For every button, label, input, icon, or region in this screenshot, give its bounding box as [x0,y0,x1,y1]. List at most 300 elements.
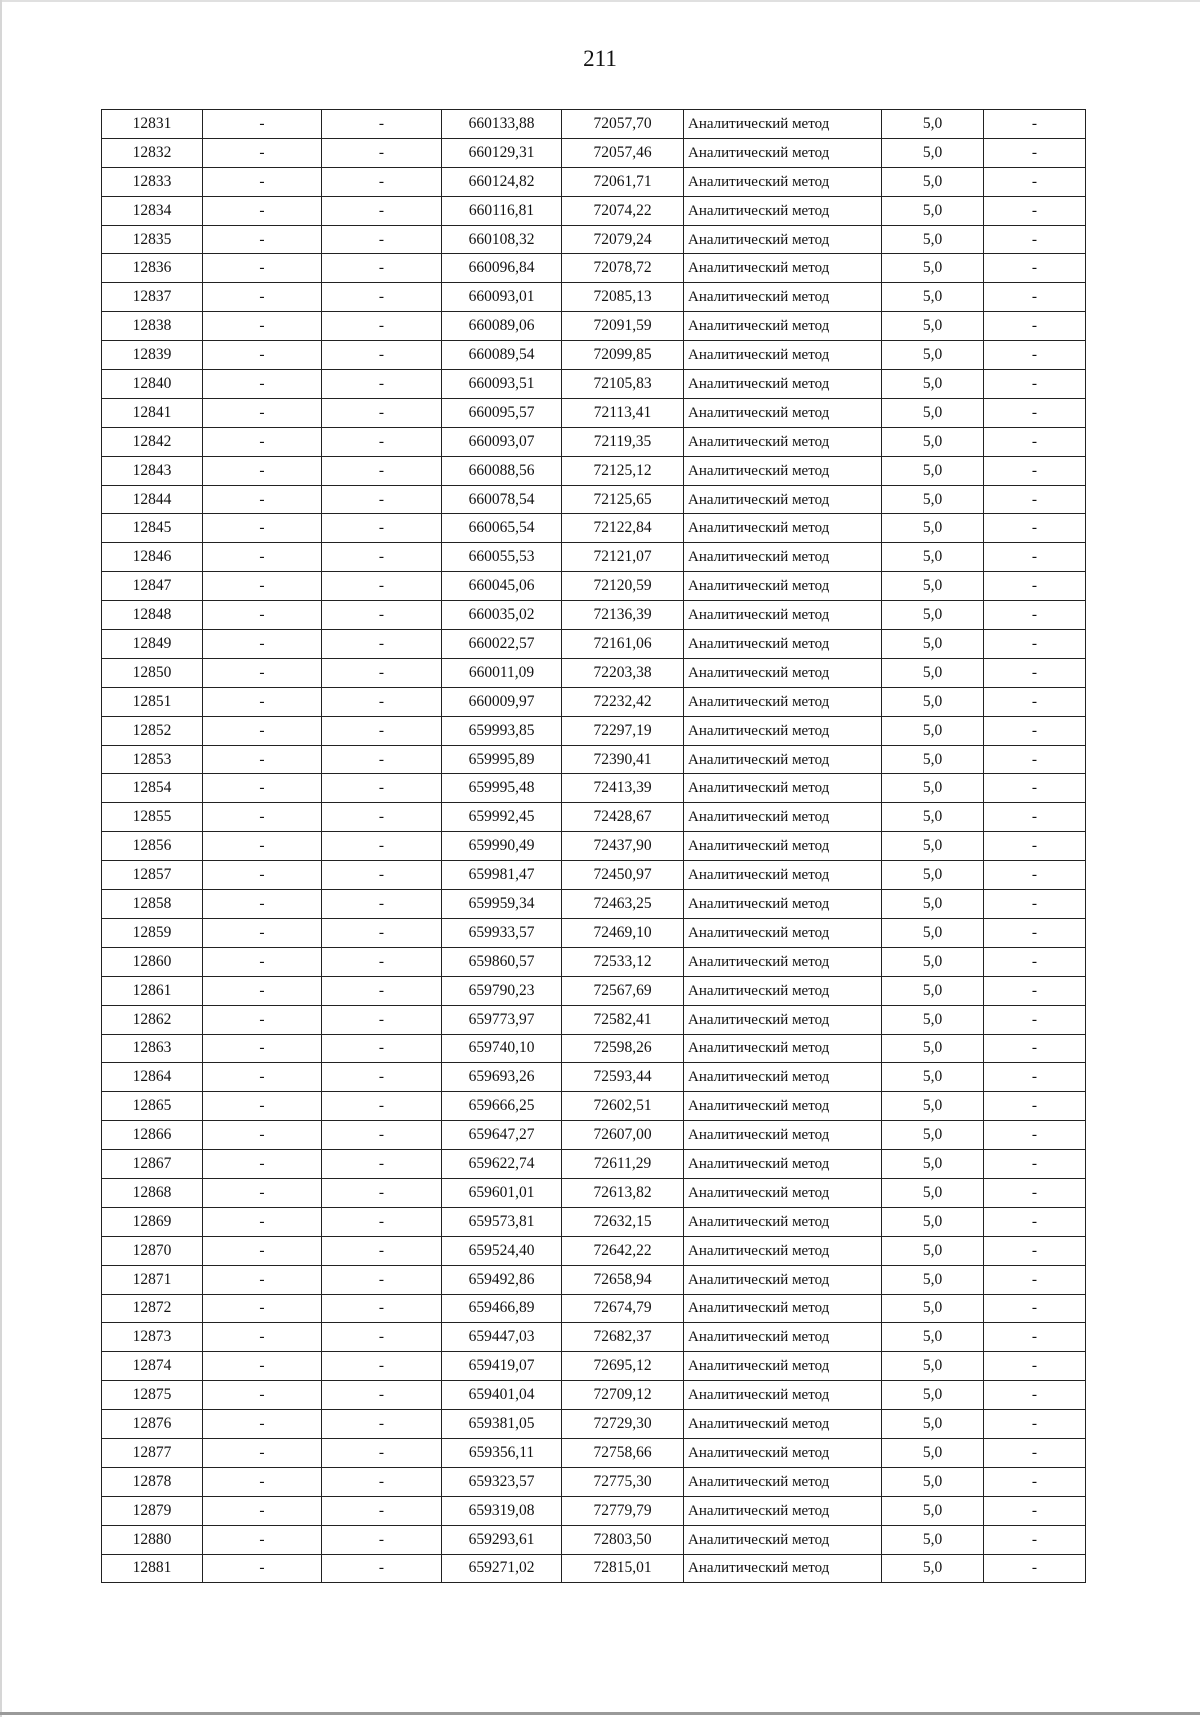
accuracy-cell: 5,0 [882,1207,984,1236]
method-cell: Аналитический метод [684,803,882,832]
y-coordinate-cell: 72057,70 [562,110,684,139]
dash-cell-2: - [322,947,442,976]
dash-cell-2: - [322,398,442,427]
y-coordinate-cell: 72203,38 [562,658,684,687]
point-number-cell: 12872 [102,1294,203,1323]
dash-cell-1: - [203,225,322,254]
point-number-cell: 12852 [102,716,203,745]
accuracy-cell: 5,0 [882,341,984,370]
x-coordinate-cell: 660116,81 [442,196,562,225]
y-coordinate-cell: 72682,37 [562,1323,684,1352]
y-coordinate-cell: 72729,30 [562,1410,684,1439]
table-row [102,110,1086,139]
table-row [102,398,1086,427]
method-cell: Аналитический метод [684,774,882,803]
x-coordinate-cell: 659271,02 [442,1554,562,1583]
method-cell: Аналитический метод [684,890,882,919]
x-coordinate-cell: 660095,57 [442,398,562,427]
accuracy-cell: 5,0 [882,630,984,659]
y-coordinate-cell: 72061,71 [562,167,684,196]
dash-cell-2: - [322,1323,442,1352]
x-coordinate-cell: 659995,48 [442,774,562,803]
dash-cell-3: - [984,456,1086,485]
y-coordinate-cell: 72091,59 [562,312,684,341]
dash-cell-1: - [203,601,322,630]
y-coordinate-cell: 72758,66 [562,1438,684,1467]
point-number-cell: 12858 [102,890,203,919]
table-row [102,1352,1086,1381]
dash-cell-3: - [984,1554,1086,1583]
dash-cell-3: - [984,1438,1086,1467]
dash-cell-1: - [203,1178,322,1207]
dash-cell-3: - [984,138,1086,167]
dash-cell-1: - [203,716,322,745]
accuracy-cell: 5,0 [882,890,984,919]
table-row [102,543,1086,572]
dash-cell-1: - [203,514,322,543]
accuracy-cell: 5,0 [882,1034,984,1063]
point-number-cell: 12862 [102,1005,203,1034]
dash-cell-2: - [322,514,442,543]
y-coordinate-cell: 72469,10 [562,918,684,947]
dash-cell-3: - [984,687,1086,716]
page-number: 211 [583,46,617,71]
table-row [102,630,1086,659]
dash-cell-1: - [203,370,322,399]
table-row [102,1525,1086,1554]
y-coordinate-cell: 72674,79 [562,1294,684,1323]
dash-cell-2: - [322,225,442,254]
coordinates-table [101,109,1086,1583]
dash-cell-1: - [203,1352,322,1381]
dash-cell-3: - [984,167,1086,196]
x-coordinate-cell: 660078,54 [442,485,562,514]
table-row [102,976,1086,1005]
dash-cell-2: - [322,1063,442,1092]
accuracy-cell: 5,0 [882,1381,984,1410]
dash-cell-1: - [203,427,322,456]
dash-cell-2: - [322,110,442,139]
method-cell: Аналитический метод [684,312,882,341]
method-cell: Аналитический метод [684,1178,882,1207]
x-coordinate-cell: 660093,07 [442,427,562,456]
table-row [102,225,1086,254]
dash-cell-1: - [203,774,322,803]
x-coordinate-cell: 660133,88 [442,110,562,139]
method-cell: Аналитический метод [684,341,882,370]
dash-cell-3: - [984,601,1086,630]
x-coordinate-cell: 659995,89 [442,745,562,774]
dash-cell-1: - [203,283,322,312]
dash-cell-3: - [984,196,1086,225]
y-coordinate-cell: 72775,30 [562,1467,684,1496]
dash-cell-1: - [203,196,322,225]
point-number-cell: 12851 [102,687,203,716]
y-coordinate-cell: 72593,44 [562,1063,684,1092]
dash-cell-2: - [322,1438,442,1467]
dash-cell-3: - [984,1323,1086,1352]
method-cell: Аналитический метод [684,1034,882,1063]
y-coordinate-cell: 72607,00 [562,1121,684,1150]
dash-cell-1: - [203,947,322,976]
method-cell: Аналитический метод [684,427,882,456]
dash-cell-1: - [203,1150,322,1179]
method-cell: Аналитический метод [684,1207,882,1236]
method-cell: Аналитический метод [684,1496,882,1525]
method-cell: Аналитический метод [684,1467,882,1496]
point-number-cell: 12853 [102,745,203,774]
table-row [102,1063,1086,1092]
y-coordinate-cell: 72815,01 [562,1554,684,1583]
method-cell: Аналитический метод [684,167,882,196]
table-row [102,658,1086,687]
x-coordinate-cell: 660055,53 [442,543,562,572]
method-cell: Аналитический метод [684,832,882,861]
dash-cell-1: - [203,138,322,167]
table-row [102,861,1086,890]
x-coordinate-cell: 659990,49 [442,832,562,861]
dash-cell-3: - [984,1410,1086,1439]
accuracy-cell: 5,0 [882,687,984,716]
dash-cell-2: - [322,861,442,890]
dash-cell-3: - [984,861,1086,890]
method-cell: Аналитический метод [684,918,882,947]
point-number-cell: 12876 [102,1410,203,1439]
dash-cell-1: - [203,1207,322,1236]
dash-cell-1: - [203,572,322,601]
point-number-cell: 12832 [102,138,203,167]
method-cell: Аналитический метод [684,947,882,976]
dash-cell-3: - [984,1525,1086,1554]
x-coordinate-cell: 660009,97 [442,687,562,716]
dash-cell-3: - [984,832,1086,861]
y-coordinate-cell: 72161,06 [562,630,684,659]
table-row [102,1265,1086,1294]
point-number-cell: 12837 [102,283,203,312]
y-coordinate-cell: 72099,85 [562,341,684,370]
accuracy-cell: 5,0 [882,485,984,514]
dash-cell-2: - [322,341,442,370]
method-cell: Аналитический метод [684,456,882,485]
dash-cell-1: - [203,543,322,572]
y-coordinate-cell: 72463,25 [562,890,684,919]
point-number-cell: 12841 [102,398,203,427]
y-coordinate-cell: 72779,79 [562,1496,684,1525]
dash-cell-3: - [984,225,1086,254]
table-row [102,1005,1086,1034]
table-row [102,514,1086,543]
accuracy-cell: 5,0 [882,1525,984,1554]
method-cell: Аналитический метод [684,658,882,687]
dash-cell-3: - [984,1265,1086,1294]
dash-cell-3: - [984,1005,1086,1034]
dash-cell-3: - [984,1034,1086,1063]
y-coordinate-cell: 72709,12 [562,1381,684,1410]
accuracy-cell: 5,0 [882,1178,984,1207]
method-cell: Аналитический метод [684,572,882,601]
x-coordinate-cell: 659419,07 [442,1352,562,1381]
y-coordinate-cell: 72582,41 [562,1005,684,1034]
accuracy-cell: 5,0 [882,1554,984,1583]
method-cell: Аналитический метод [684,485,882,514]
point-number-cell: 12842 [102,427,203,456]
accuracy-cell: 5,0 [882,196,984,225]
point-number-cell: 12877 [102,1438,203,1467]
dash-cell-2: - [322,312,442,341]
method-cell: Аналитический метод [684,196,882,225]
y-coordinate-cell: 72803,50 [562,1525,684,1554]
dash-cell-1: - [203,658,322,687]
accuracy-cell: 5,0 [882,918,984,947]
dash-cell-3: - [984,1381,1086,1410]
dash-cell-2: - [322,1207,442,1236]
dash-cell-1: - [203,976,322,1005]
accuracy-cell: 5,0 [882,427,984,456]
x-coordinate-cell: 660093,01 [442,283,562,312]
dash-cell-2: - [322,572,442,601]
point-number-cell: 12864 [102,1063,203,1092]
point-number-cell: 12857 [102,861,203,890]
table-row [102,1554,1086,1583]
point-number-cell: 12847 [102,572,203,601]
dash-cell-1: - [203,167,322,196]
dash-cell-1: - [203,456,322,485]
dash-cell-2: - [322,1410,442,1439]
y-coordinate-cell: 72105,83 [562,370,684,399]
y-coordinate-cell: 72119,35 [562,427,684,456]
y-coordinate-cell: 72632,15 [562,1207,684,1236]
scan-edge-left [0,0,2,1717]
dash-cell-3: - [984,774,1086,803]
point-number-cell: 12854 [102,774,203,803]
dash-cell-3: - [984,1236,1086,1265]
x-coordinate-cell: 659401,04 [442,1381,562,1410]
x-coordinate-cell: 659466,89 [442,1294,562,1323]
table-row [102,687,1086,716]
point-number-cell: 12839 [102,341,203,370]
method-cell: Аналитический метод [684,1352,882,1381]
y-coordinate-cell: 72078,72 [562,254,684,283]
x-coordinate-cell: 659790,23 [442,976,562,1005]
dash-cell-1: - [203,1438,322,1467]
dash-cell-3: - [984,110,1086,139]
table-row [102,947,1086,976]
dash-cell-3: - [984,1121,1086,1150]
point-number-cell: 12881 [102,1554,203,1583]
accuracy-cell: 5,0 [882,1352,984,1381]
dash-cell-2: - [322,1178,442,1207]
dash-cell-3: - [984,312,1086,341]
x-coordinate-cell: 659740,10 [442,1034,562,1063]
table-row [102,1236,1086,1265]
dash-cell-3: - [984,1092,1086,1121]
accuracy-cell: 5,0 [882,370,984,399]
x-coordinate-cell: 660022,57 [442,630,562,659]
dash-cell-2: - [322,976,442,1005]
dash-cell-1: - [203,485,322,514]
y-coordinate-cell: 72695,12 [562,1352,684,1381]
x-coordinate-cell: 659524,40 [442,1236,562,1265]
point-number-cell: 12880 [102,1525,203,1554]
dash-cell-2: - [322,803,442,832]
method-cell: Аналитический метод [684,1265,882,1294]
dash-cell-1: - [203,890,322,919]
dash-cell-1: - [203,1294,322,1323]
dash-cell-2: - [322,1005,442,1034]
dash-cell-3: - [984,1063,1086,1092]
x-coordinate-cell: 659319,08 [442,1496,562,1525]
table-row [102,196,1086,225]
y-coordinate-cell: 72297,19 [562,716,684,745]
dash-cell-2: - [322,1092,442,1121]
dash-cell-3: - [984,745,1086,774]
y-coordinate-cell: 72079,24 [562,225,684,254]
dash-cell-3: - [984,514,1086,543]
y-coordinate-cell: 72085,13 [562,283,684,312]
method-cell: Аналитический метод [684,601,882,630]
dash-cell-2: - [322,1034,442,1063]
table-row [102,312,1086,341]
method-cell: Аналитический метод [684,716,882,745]
dash-cell-2: - [322,370,442,399]
dash-cell-1: - [203,254,322,283]
point-number-cell: 12868 [102,1178,203,1207]
point-number-cell: 12873 [102,1323,203,1352]
table-row [102,1410,1086,1439]
dash-cell-3: - [984,947,1086,976]
dash-cell-2: - [322,687,442,716]
table-row [102,283,1086,312]
accuracy-cell: 5,0 [882,832,984,861]
table-row [102,370,1086,399]
accuracy-cell: 5,0 [882,225,984,254]
y-coordinate-cell: 72598,26 [562,1034,684,1063]
table-row [102,1092,1086,1121]
dash-cell-1: - [203,1063,322,1092]
dash-cell-3: - [984,572,1086,601]
dash-cell-3: - [984,1178,1086,1207]
dash-cell-2: - [322,890,442,919]
accuracy-cell: 5,0 [882,861,984,890]
point-number-cell: 12878 [102,1467,203,1496]
point-number-cell: 12833 [102,167,203,196]
dash-cell-2: - [322,1121,442,1150]
method-cell: Аналитический метод [684,110,882,139]
dash-cell-3: - [984,427,1086,456]
dash-cell-2: - [322,1236,442,1265]
dash-cell-2: - [322,1467,442,1496]
scan-edge-bottom [0,1712,1200,1715]
accuracy-cell: 5,0 [882,1150,984,1179]
x-coordinate-cell: 660011,09 [442,658,562,687]
dash-cell-2: - [322,138,442,167]
accuracy-cell: 5,0 [882,514,984,543]
method-cell: Аналитический метод [684,1323,882,1352]
dash-cell-3: - [984,543,1086,572]
dash-cell-3: - [984,716,1086,745]
table-row [102,832,1086,861]
y-coordinate-cell: 72113,41 [562,398,684,427]
method-cell: Аналитический метод [684,630,882,659]
point-number-cell: 12836 [102,254,203,283]
dash-cell-3: - [984,398,1086,427]
table-row [102,601,1086,630]
dash-cell-1: - [203,1265,322,1294]
dash-cell-3: - [984,1467,1086,1496]
table-row [102,427,1086,456]
dash-cell-3: - [984,1352,1086,1381]
table-row [102,1150,1086,1179]
point-number-cell: 12856 [102,832,203,861]
method-cell: Аналитический метод [684,861,882,890]
dash-cell-3: - [984,370,1086,399]
x-coordinate-cell: 660035,02 [442,601,562,630]
dash-cell-2: - [322,832,442,861]
dash-cell-1: - [203,341,322,370]
accuracy-cell: 5,0 [882,601,984,630]
dash-cell-1: - [203,1005,322,1034]
accuracy-cell: 5,0 [882,1236,984,1265]
y-coordinate-cell: 72120,59 [562,572,684,601]
point-number-cell: 12875 [102,1381,203,1410]
dash-cell-2: - [322,1381,442,1410]
accuracy-cell: 5,0 [882,1496,984,1525]
point-number-cell: 12840 [102,370,203,399]
dash-cell-2: - [322,601,442,630]
dash-cell-1: - [203,1323,322,1352]
y-coordinate-cell: 72642,22 [562,1236,684,1265]
point-number-cell: 12846 [102,543,203,572]
table-row [102,774,1086,803]
point-number-cell: 12879 [102,1496,203,1525]
dash-cell-2: - [322,196,442,225]
dash-cell-1: - [203,1034,322,1063]
dash-cell-2: - [322,1294,442,1323]
accuracy-cell: 5,0 [882,1092,984,1121]
scan-edge-top [0,0,1200,2]
point-number-cell: 12871 [102,1265,203,1294]
table-row [102,716,1086,745]
x-coordinate-cell: 659622,74 [442,1150,562,1179]
table-row [102,1323,1086,1352]
x-coordinate-cell: 659666,25 [442,1092,562,1121]
dash-cell-3: - [984,890,1086,919]
x-coordinate-cell: 659293,61 [442,1525,562,1554]
y-coordinate-cell: 72390,41 [562,745,684,774]
y-coordinate-cell: 72567,69 [562,976,684,1005]
x-coordinate-cell: 659356,11 [442,1438,562,1467]
point-number-cell: 12844 [102,485,203,514]
point-number-cell: 12843 [102,456,203,485]
accuracy-cell: 5,0 [882,1438,984,1467]
accuracy-cell: 5,0 [882,716,984,745]
accuracy-cell: 5,0 [882,572,984,601]
y-coordinate-cell: 72450,97 [562,861,684,890]
dash-cell-2: - [322,716,442,745]
y-coordinate-cell: 72611,29 [562,1150,684,1179]
dash-cell-1: - [203,687,322,716]
dash-cell-3: - [984,283,1086,312]
point-number-cell: 12866 [102,1121,203,1150]
dash-cell-3: - [984,341,1086,370]
dash-cell-1: - [203,745,322,774]
method-cell: Аналитический метод [684,138,882,167]
table-row [102,803,1086,832]
point-number-cell: 12861 [102,976,203,1005]
table-row [102,1381,1086,1410]
y-coordinate-cell: 72121,07 [562,543,684,572]
accuracy-cell: 5,0 [882,1410,984,1439]
